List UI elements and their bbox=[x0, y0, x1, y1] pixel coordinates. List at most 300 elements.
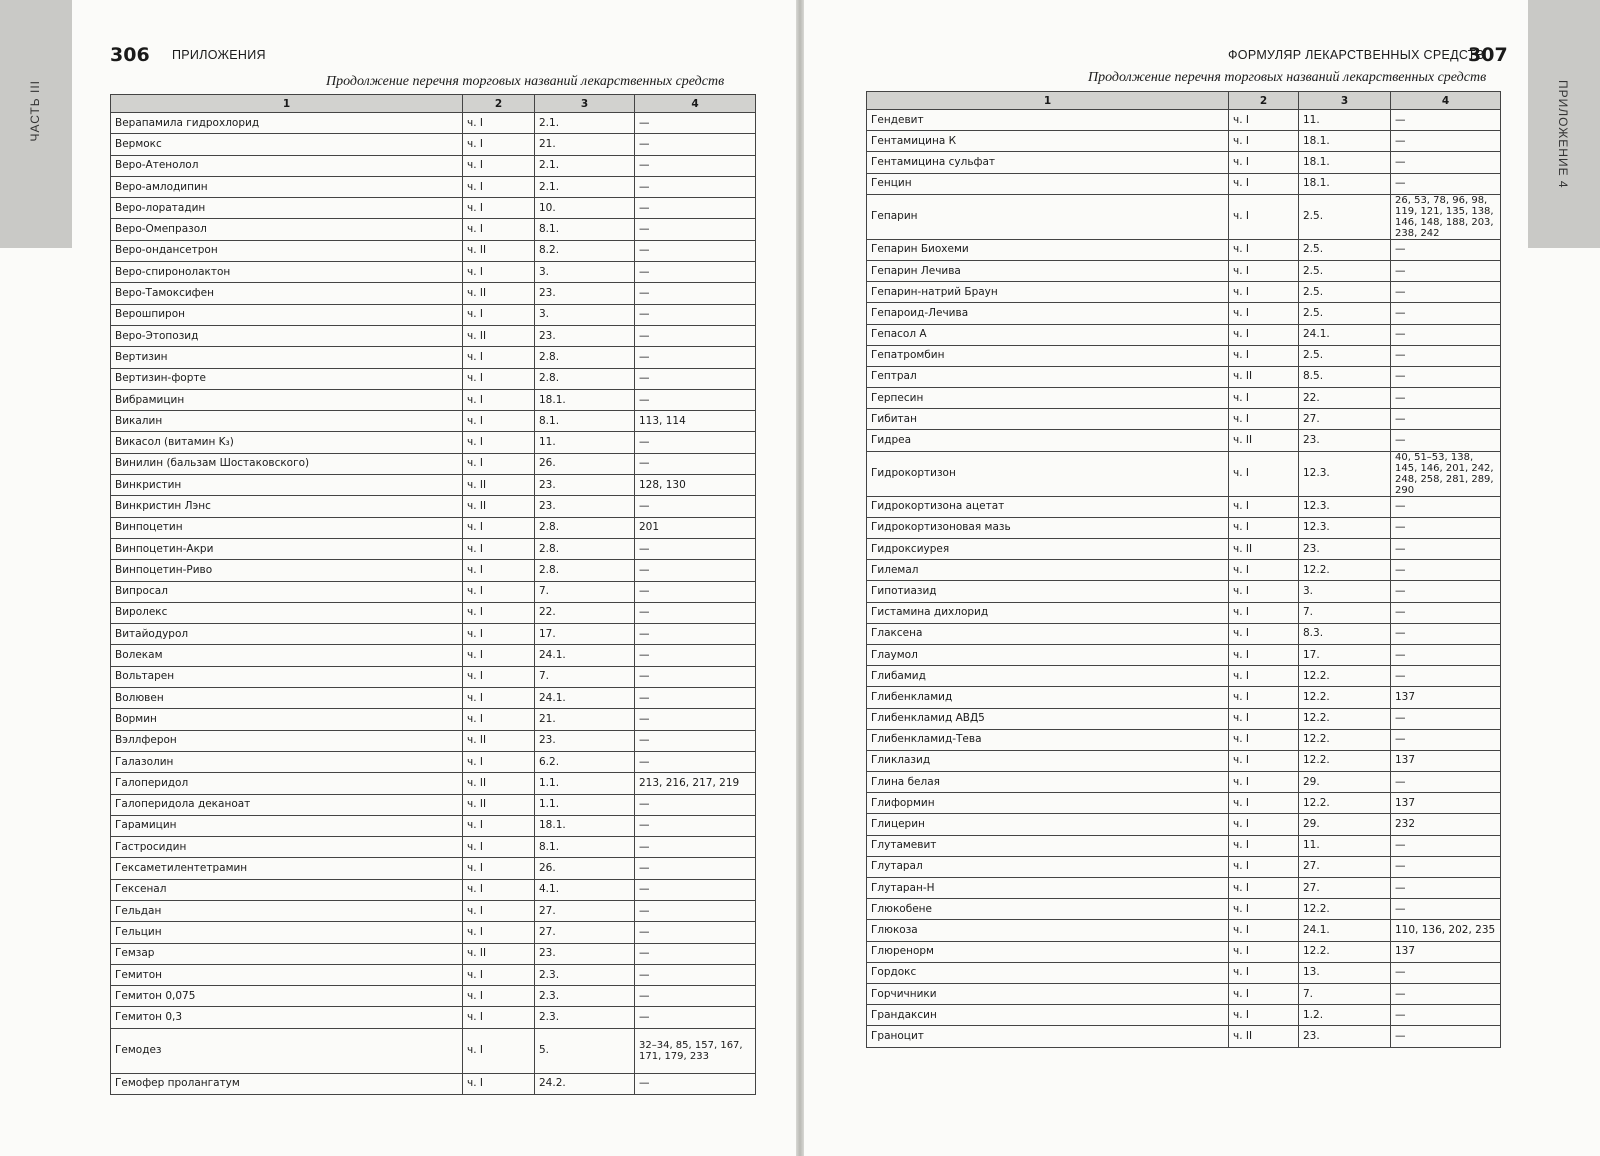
drug-name-cell: Гастросидин bbox=[111, 837, 463, 858]
drug-name-cell: Гидрокортизон bbox=[867, 451, 1229, 496]
section-cell: 29. bbox=[1299, 772, 1391, 793]
section-cell: 2.5. bbox=[1299, 345, 1391, 366]
part-cell: ч. I bbox=[463, 432, 535, 453]
table-row bbox=[111, 283, 756, 304]
section-cell: 12.2. bbox=[1299, 941, 1391, 962]
ref-cell: — bbox=[1391, 602, 1501, 623]
drug-name-cell: Граноцит bbox=[867, 1026, 1229, 1047]
section-cell: 17. bbox=[1299, 644, 1391, 665]
part-cell: ч. I bbox=[1229, 303, 1299, 324]
table-row bbox=[111, 432, 756, 453]
part-cell: ч. II bbox=[463, 325, 535, 346]
section-cell: 7. bbox=[535, 666, 635, 687]
section-cell: 2.3. bbox=[535, 986, 635, 1007]
ref-cell: — bbox=[635, 432, 756, 453]
section-cell: 17. bbox=[535, 624, 635, 645]
running-head: ФОРМУЛЯР ЛЕКАРСТВЕННЫХ СРЕДСТВ bbox=[1228, 48, 1485, 62]
drug-name-cell: Гексаметилентетрамин bbox=[111, 858, 463, 879]
ref-cell: — bbox=[1391, 666, 1501, 687]
ref-cell: — bbox=[1391, 983, 1501, 1004]
part-cell: ч. I bbox=[463, 411, 535, 432]
table-row bbox=[111, 496, 756, 517]
section-cell: 5. bbox=[535, 1028, 635, 1073]
drug-name-cell: Гемитон 0,075 bbox=[111, 986, 463, 1007]
section-cell: 24.2. bbox=[535, 1073, 635, 1094]
part-cell: ч. II bbox=[463, 794, 535, 815]
part-cell: ч. I bbox=[463, 453, 535, 474]
drug-table bbox=[110, 94, 756, 1095]
drug-name-cell: Гемитон bbox=[111, 964, 463, 985]
part-cell: ч. I bbox=[1229, 131, 1299, 152]
section-cell: 22. bbox=[1299, 388, 1391, 409]
table-row bbox=[111, 815, 756, 836]
drug-name-cell: Веро-лоратадин bbox=[111, 198, 463, 219]
table-row bbox=[867, 729, 1501, 750]
table-row bbox=[111, 368, 756, 389]
ref-cell: — bbox=[635, 560, 756, 581]
ref-cell: 110, 136, 202, 235 bbox=[1391, 920, 1501, 941]
drug-name-cell: Вольтарен bbox=[111, 666, 463, 687]
ref-cell: — bbox=[1391, 729, 1501, 750]
section-cell: 21. bbox=[535, 709, 635, 730]
part-cell: ч. I bbox=[1229, 110, 1299, 131]
ref-cell: 113, 114 bbox=[635, 411, 756, 432]
part-cell: ч. I bbox=[1229, 644, 1299, 665]
column-header: 3 bbox=[1299, 92, 1391, 110]
table-row bbox=[111, 730, 756, 751]
section-cell: 27. bbox=[1299, 409, 1391, 430]
ref-cell: 213, 216, 217, 219 bbox=[635, 773, 756, 794]
part-cell: ч. II bbox=[463, 475, 535, 496]
part-cell: ч. I bbox=[1229, 899, 1299, 920]
ref-cell: — bbox=[635, 602, 756, 623]
table-row bbox=[111, 581, 756, 602]
table-row bbox=[867, 517, 1501, 538]
part-cell: ч. II bbox=[463, 240, 535, 261]
part-cell: ч. I bbox=[463, 113, 535, 134]
table-row bbox=[867, 409, 1501, 430]
section-cell: 13. bbox=[1299, 962, 1391, 983]
section-cell: 26. bbox=[535, 858, 635, 879]
ref-cell: — bbox=[1391, 772, 1501, 793]
table-row bbox=[867, 941, 1501, 962]
table-row bbox=[867, 856, 1501, 877]
table-row bbox=[111, 304, 756, 325]
ref-cell: — bbox=[1391, 282, 1501, 303]
part-cell: ч. I bbox=[463, 602, 535, 623]
ref-cell: — bbox=[635, 176, 756, 197]
drug-name-cell: Гликлазид bbox=[867, 750, 1229, 771]
section-cell: 12.3. bbox=[1299, 496, 1391, 517]
ref-cell: 137 bbox=[1391, 750, 1501, 771]
ref-cell: — bbox=[635, 240, 756, 261]
part-cell: ч. I bbox=[463, 1007, 535, 1028]
section-cell: 1.2. bbox=[1299, 1005, 1391, 1026]
part-cell: ч. II bbox=[1229, 430, 1299, 451]
part-cell: ч. I bbox=[1229, 581, 1299, 602]
ref-cell: — bbox=[635, 304, 756, 325]
ref-cell: — bbox=[635, 645, 756, 666]
section-cell: 23. bbox=[535, 283, 635, 304]
table-row bbox=[867, 666, 1501, 687]
drug-name-cell: Вибрамицин bbox=[111, 389, 463, 410]
table-row bbox=[111, 475, 756, 496]
section-cell: 1.1. bbox=[535, 773, 635, 794]
drug-name-cell: Глутарал bbox=[867, 856, 1229, 877]
section-cell: 27. bbox=[1299, 878, 1391, 899]
drug-name-cell: Гендевит bbox=[867, 110, 1229, 131]
ref-cell: — bbox=[1391, 496, 1501, 517]
table-row bbox=[111, 347, 756, 368]
part-cell: ч. I bbox=[463, 900, 535, 921]
drug-name-cell: Глутамевит bbox=[867, 835, 1229, 856]
section-cell: 8.1. bbox=[535, 219, 635, 240]
drug-name-cell: Випросал bbox=[111, 581, 463, 602]
ref-cell: — bbox=[635, 453, 756, 474]
part-cell: ч. I bbox=[1229, 750, 1299, 771]
ref-cell: — bbox=[1391, 899, 1501, 920]
drug-name-cell: Гепасол А bbox=[867, 324, 1229, 345]
drug-name-cell: Вермокс bbox=[111, 134, 463, 155]
ref-cell: — bbox=[635, 1007, 756, 1028]
page-number: 307 bbox=[1468, 44, 1508, 66]
part-cell: ч. I bbox=[1229, 623, 1299, 644]
part-cell: ч. II bbox=[1229, 366, 1299, 387]
ref-cell: 201 bbox=[635, 517, 756, 538]
ref-cell: 232 bbox=[1391, 814, 1501, 835]
drug-name-cell: Глюкобене bbox=[867, 899, 1229, 920]
drug-name-cell: Гепарин bbox=[867, 194, 1229, 239]
table-row bbox=[111, 389, 756, 410]
part-cell: ч. I bbox=[1229, 1005, 1299, 1026]
section-cell: 26. bbox=[535, 453, 635, 474]
part-cell: ч. I bbox=[463, 198, 535, 219]
ref-cell: — bbox=[1391, 1026, 1501, 1047]
table-row bbox=[111, 198, 756, 219]
ref-cell: 32–34, 85, 157, 167, 171, 179, 233 bbox=[635, 1028, 756, 1073]
section-cell: 23. bbox=[1299, 1026, 1391, 1047]
section-cell: 1.1. bbox=[535, 794, 635, 815]
ref-cell: — bbox=[635, 666, 756, 687]
part-cell: ч. I bbox=[463, 347, 535, 368]
drug-name-cell: Гентамицина К bbox=[867, 131, 1229, 152]
drug-name-cell: Вертизин bbox=[111, 347, 463, 368]
drug-name-cell: Гексенал bbox=[111, 879, 463, 900]
table-row bbox=[867, 962, 1501, 983]
drug-name-cell: Верошпирон bbox=[111, 304, 463, 325]
drug-name-cell: Гепарин Биохеми bbox=[867, 239, 1229, 260]
ref-cell: — bbox=[635, 155, 756, 176]
section-cell: 8.2. bbox=[535, 240, 635, 261]
drug-name-cell: Гептрал bbox=[867, 366, 1229, 387]
part-cell: ч. I bbox=[463, 155, 535, 176]
table-row bbox=[111, 709, 756, 730]
part-cell: ч. I bbox=[1229, 856, 1299, 877]
part-cell: ч. I bbox=[463, 858, 535, 879]
running-head: ПРИЛОЖЕНИЯ bbox=[172, 48, 266, 62]
section-cell: 12.2. bbox=[1299, 793, 1391, 814]
drug-name-cell: Гельдан bbox=[111, 900, 463, 921]
part-cell: ч. I bbox=[463, 964, 535, 985]
section-cell: 21. bbox=[535, 134, 635, 155]
drug-name-cell: Глиформин bbox=[867, 793, 1229, 814]
section-cell: 12.3. bbox=[1299, 517, 1391, 538]
ref-cell: 137 bbox=[1391, 687, 1501, 708]
ref-cell: — bbox=[1391, 131, 1501, 152]
table-row bbox=[111, 900, 756, 921]
section-cell: 2.5. bbox=[1299, 194, 1391, 239]
column-header: 3 bbox=[535, 95, 635, 113]
part-cell: ч. I bbox=[463, 666, 535, 687]
ref-cell: 137 bbox=[1391, 941, 1501, 962]
drug-name-cell: Гепароид-Лечива bbox=[867, 303, 1229, 324]
ref-cell: — bbox=[635, 283, 756, 304]
section-cell: 2.8. bbox=[535, 560, 635, 581]
drug-name-cell: Грандаксин bbox=[867, 1005, 1229, 1026]
part-cell: ч. I bbox=[463, 751, 535, 772]
table-row bbox=[867, 324, 1501, 345]
book-spine bbox=[796, 0, 804, 1156]
ref-cell: — bbox=[1391, 345, 1501, 366]
ref-cell: — bbox=[635, 688, 756, 709]
ref-cell: 40, 51–53, 138, 145, 146, 201, 242, 248, 258, 281, 289, 290 bbox=[1391, 451, 1501, 496]
drug-name-cell: Горчичники bbox=[867, 983, 1229, 1004]
ref-cell: — bbox=[1391, 1005, 1501, 1026]
ref-cell: — bbox=[1391, 835, 1501, 856]
section-cell: 18.1. bbox=[1299, 152, 1391, 173]
ref-cell: — bbox=[1391, 324, 1501, 345]
drug-name-cell: Гордокс bbox=[867, 962, 1229, 983]
part-cell: ч. I bbox=[1229, 194, 1299, 239]
part-cell: ч. I bbox=[463, 517, 535, 538]
drug-name-cell: Глицерин bbox=[867, 814, 1229, 835]
drug-name-cell: Глаумол bbox=[867, 644, 1229, 665]
ref-cell: — bbox=[635, 368, 756, 389]
drug-name-cell: Гемофер пролангатум bbox=[111, 1073, 463, 1094]
ref-cell: — bbox=[1391, 581, 1501, 602]
drug-name-cell: Гельцин bbox=[111, 922, 463, 943]
part-cell: ч. I bbox=[463, 922, 535, 943]
table-row bbox=[111, 517, 756, 538]
section-cell: 2.8. bbox=[535, 517, 635, 538]
drug-name-cell: Гемитон 0,3 bbox=[111, 1007, 463, 1028]
drug-name-cell: Веро-Тамоксифен bbox=[111, 283, 463, 304]
ref-cell: — bbox=[1391, 962, 1501, 983]
ref-cell: — bbox=[635, 964, 756, 985]
section-cell: 23. bbox=[535, 475, 635, 496]
section-cell: 23. bbox=[535, 496, 635, 517]
table-row bbox=[111, 411, 756, 432]
drug-name-cell: Глина белая bbox=[867, 772, 1229, 793]
ref-cell: — bbox=[635, 751, 756, 772]
table-row bbox=[111, 538, 756, 559]
table-row bbox=[867, 920, 1501, 941]
part-cell: ч. II bbox=[463, 773, 535, 794]
table-row bbox=[111, 176, 756, 197]
drug-name-cell: Гипотиазид bbox=[867, 581, 1229, 602]
table-caption: Продолжение перечня торговых названий лекарственных средств bbox=[1088, 70, 1487, 85]
drug-name-cell: Гидроксиурея bbox=[867, 539, 1229, 560]
part-cell: ч. I bbox=[1229, 983, 1299, 1004]
ref-cell: — bbox=[635, 134, 756, 155]
table-row bbox=[111, 560, 756, 581]
table-row bbox=[111, 219, 756, 240]
drug-name-cell: Гилемал bbox=[867, 560, 1229, 581]
table-row bbox=[867, 260, 1501, 281]
table-row bbox=[867, 835, 1501, 856]
drug-name-cell: Галазолин bbox=[111, 751, 463, 772]
table-row bbox=[867, 239, 1501, 260]
ref-cell: — bbox=[1391, 517, 1501, 538]
drug-name-cell: Глибенкламид bbox=[867, 687, 1229, 708]
part-cell: ч. I bbox=[1229, 409, 1299, 430]
drug-name-cell: Герпесин bbox=[867, 388, 1229, 409]
section-cell: 2.8. bbox=[535, 347, 635, 368]
column-header: 1 bbox=[111, 95, 463, 113]
drug-name-cell: Винпоцетин-Риво bbox=[111, 560, 463, 581]
part-cell: ч. I bbox=[1229, 962, 1299, 983]
side-tab-label: ПРИЛОЖЕНИЕ 4 bbox=[1556, 80, 1570, 189]
part-cell: ч. I bbox=[463, 624, 535, 645]
ref-cell: — bbox=[1391, 260, 1501, 281]
ref-cell: 26, 53, 78, 96, 98, 119, 121, 135, 138, 146, 148, 188, 203, 238, 242 bbox=[1391, 194, 1501, 239]
table-row bbox=[867, 560, 1501, 581]
table-row bbox=[867, 983, 1501, 1004]
section-cell: 22. bbox=[535, 602, 635, 623]
ref-cell: — bbox=[1391, 708, 1501, 729]
section-cell: 12.2. bbox=[1299, 708, 1391, 729]
part-cell: ч. I bbox=[1229, 729, 1299, 750]
drug-name-cell: Веро-амлодипин bbox=[111, 176, 463, 197]
table-row bbox=[867, 131, 1501, 152]
part-cell: ч. I bbox=[1229, 814, 1299, 835]
drug-name-cell: Вертизин-форте bbox=[111, 368, 463, 389]
table-row bbox=[111, 1007, 756, 1028]
ref-cell: — bbox=[635, 943, 756, 964]
ref-cell: — bbox=[635, 922, 756, 943]
part-cell: ч. I bbox=[1229, 496, 1299, 517]
section-cell: 27. bbox=[1299, 856, 1391, 877]
part-cell: ч. I bbox=[1229, 324, 1299, 345]
table-header-row bbox=[111, 95, 756, 113]
drug-name-cell: Гемодез bbox=[111, 1028, 463, 1073]
ref-cell: — bbox=[635, 219, 756, 240]
table-row bbox=[111, 879, 756, 900]
drug-name-cell: Винпоцетин-Акри bbox=[111, 538, 463, 559]
ref-cell: — bbox=[635, 858, 756, 879]
table-row bbox=[867, 345, 1501, 366]
drug-name-cell: Веро-спиронолактон bbox=[111, 262, 463, 283]
drug-name-cell: Витайодурол bbox=[111, 624, 463, 645]
table-row bbox=[111, 134, 756, 155]
drug-name-cell: Гидрокортизона ацетат bbox=[867, 496, 1229, 517]
table-row bbox=[867, 1005, 1501, 1026]
table-row bbox=[111, 1073, 756, 1094]
part-cell: ч. I bbox=[1229, 920, 1299, 941]
table-row bbox=[867, 878, 1501, 899]
part-cell: ч. II bbox=[463, 283, 535, 304]
ref-cell: — bbox=[1391, 430, 1501, 451]
ref-cell: — bbox=[1391, 856, 1501, 877]
drug-name-cell: Галоперидола деканоат bbox=[111, 794, 463, 815]
table-row bbox=[867, 496, 1501, 517]
part-cell: ч. I bbox=[463, 368, 535, 389]
part-cell: ч. I bbox=[1229, 941, 1299, 962]
part-cell: ч. I bbox=[1229, 666, 1299, 687]
drug-name-cell: Глибенкламид-Тева bbox=[867, 729, 1229, 750]
side-tab bbox=[0, 0, 72, 248]
table-row bbox=[111, 624, 756, 645]
section-cell: 7. bbox=[1299, 602, 1391, 623]
part-cell: ч. II bbox=[1229, 539, 1299, 560]
drug-name-cell: Глибенкламид АВД5 bbox=[867, 708, 1229, 729]
part-cell: ч. I bbox=[463, 986, 535, 1007]
drug-name-cell: Гентамицина сульфат bbox=[867, 152, 1229, 173]
ref-cell: — bbox=[1391, 539, 1501, 560]
ref-cell: — bbox=[1391, 110, 1501, 131]
ref-cell: — bbox=[635, 986, 756, 1007]
section-cell: 2.1. bbox=[535, 155, 635, 176]
drug-name-cell: Глибамид bbox=[867, 666, 1229, 687]
ref-cell: — bbox=[635, 709, 756, 730]
ref-cell: — bbox=[635, 730, 756, 751]
ref-cell: — bbox=[635, 900, 756, 921]
section-cell: 3. bbox=[1299, 581, 1391, 602]
drug-name-cell: Галоперидол bbox=[111, 773, 463, 794]
part-cell: ч. I bbox=[463, 1073, 535, 1094]
table-row bbox=[867, 539, 1501, 560]
table-row bbox=[867, 388, 1501, 409]
section-cell: 23. bbox=[1299, 430, 1391, 451]
ref-cell: — bbox=[635, 837, 756, 858]
drug-name-cell: Глюкоза bbox=[867, 920, 1229, 941]
table-row bbox=[867, 581, 1501, 602]
drug-name-cell: Веро-Атенолол bbox=[111, 155, 463, 176]
table-row bbox=[867, 1026, 1501, 1047]
table-row bbox=[867, 708, 1501, 729]
part-cell: ч. I bbox=[1229, 345, 1299, 366]
table-row bbox=[867, 366, 1501, 387]
table-row bbox=[111, 794, 756, 815]
part-cell: ч. I bbox=[1229, 282, 1299, 303]
part-cell: ч. I bbox=[463, 688, 535, 709]
table-row bbox=[111, 240, 756, 261]
table-row bbox=[867, 644, 1501, 665]
drug-name-cell: Глаксена bbox=[867, 623, 1229, 644]
ref-cell: — bbox=[1391, 239, 1501, 260]
drug-name-cell: Гарамицин bbox=[111, 815, 463, 836]
table-row bbox=[111, 858, 756, 879]
section-cell: 2.3. bbox=[535, 1007, 635, 1028]
part-cell: ч. I bbox=[463, 581, 535, 602]
section-cell: 8.3. bbox=[1299, 623, 1391, 644]
part-cell: ч. I bbox=[463, 134, 535, 155]
column-header: 4 bbox=[635, 95, 756, 113]
drug-name-cell: Гибитан bbox=[867, 409, 1229, 430]
table-row bbox=[867, 194, 1501, 239]
drug-name-cell: Глюренорм bbox=[867, 941, 1229, 962]
section-cell: 2.1. bbox=[535, 113, 635, 134]
part-cell: ч. I bbox=[463, 709, 535, 730]
section-cell: 2.1. bbox=[535, 176, 635, 197]
section-cell: 3. bbox=[535, 304, 635, 325]
section-cell: 12.2. bbox=[1299, 687, 1391, 708]
section-cell: 24.1. bbox=[1299, 324, 1391, 345]
part-cell: ч. I bbox=[1229, 173, 1299, 194]
section-cell: 12.2. bbox=[1299, 666, 1391, 687]
table-header-row bbox=[867, 92, 1501, 110]
table-row bbox=[111, 943, 756, 964]
